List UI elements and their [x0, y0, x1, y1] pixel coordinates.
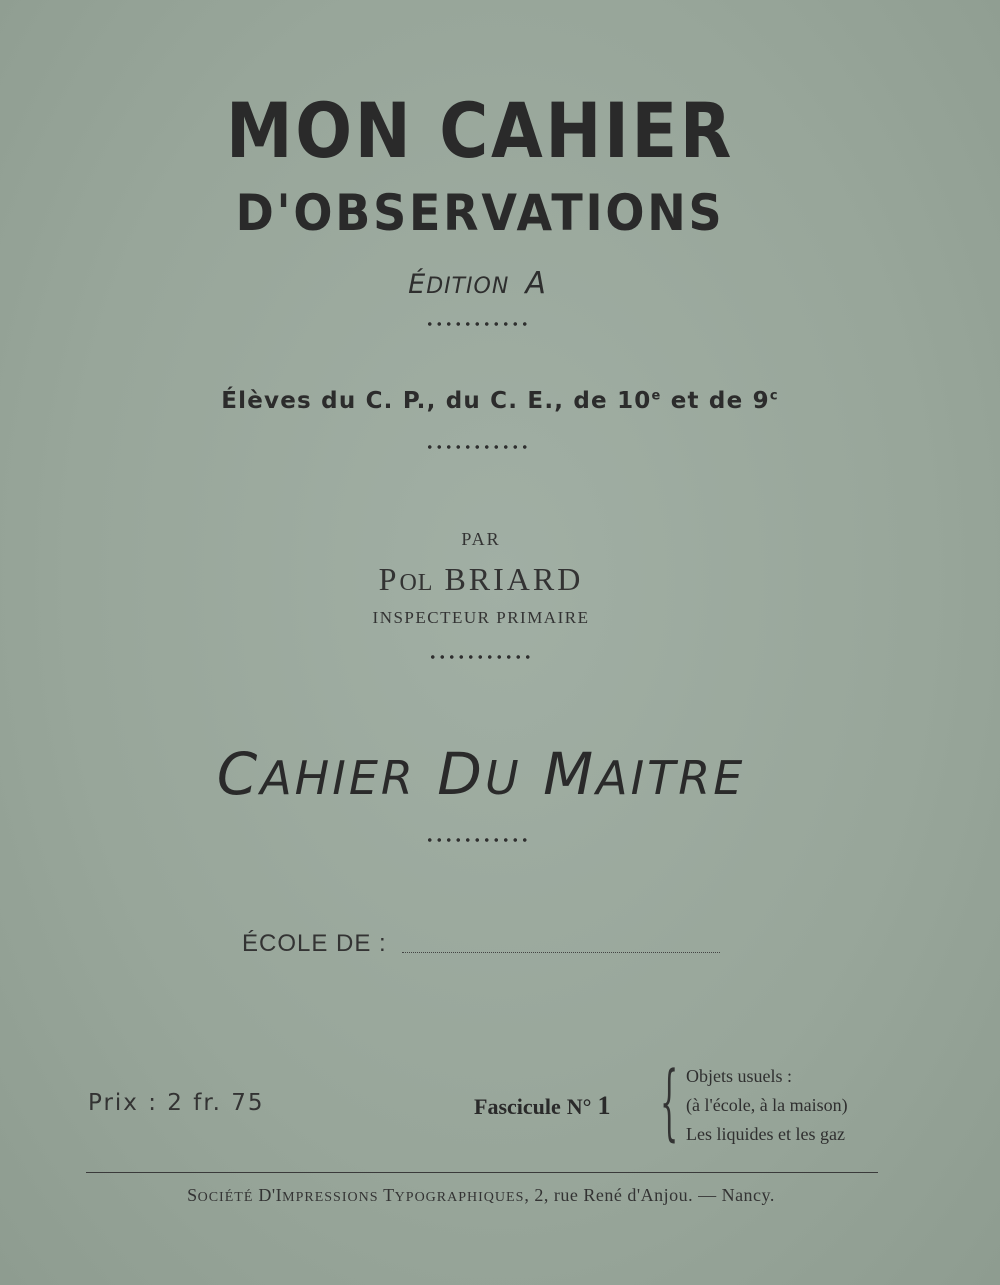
fascicule-word: Fascicule	[474, 1094, 561, 1119]
dot-separator-1	[425, 321, 530, 327]
eleves-line	[0, 388, 1000, 414]
author-title: INSPECTEUR PRIMAIRE	[372, 608, 590, 627]
footer-d: D'I	[253, 1185, 283, 1205]
cahier-du-maitre-heading	[0, 740, 962, 808]
footer-ociete: OCIÉTÉ	[197, 1190, 254, 1205]
footer-s: S	[187, 1185, 198, 1205]
author-last-name: BRIARD	[444, 561, 584, 597]
fascicule-label	[474, 1091, 610, 1121]
eleves-text-b: et de 9	[661, 388, 770, 414]
footer-address: , 2, rue René d'Anjou. — Nancy.	[524, 1185, 775, 1205]
par-label: PAR	[461, 529, 501, 549]
edition-label	[0, 266, 955, 301]
fascicule-number: 1	[597, 1091, 611, 1120]
footer-ypographiques: YPOGRAPHIQUES	[394, 1190, 525, 1205]
edition-letter: A	[525, 266, 547, 301]
title-line-2: D'OBSERVATIONS	[235, 184, 725, 242]
dot-separator-4	[425, 837, 530, 843]
eleves-text-a: Élèves du C. P., du C. E., de 10	[221, 388, 652, 414]
maitre-rest: AITRE	[596, 751, 746, 805]
edition-initial: É	[408, 269, 427, 300]
footer-rule	[86, 1172, 878, 1173]
cahier-rest: AHIER	[260, 751, 416, 805]
eleves-sup-a: e	[651, 388, 662, 404]
dot-separator-2	[425, 444, 530, 450]
objets-line-1: Objets usuels :	[686, 1066, 792, 1086]
cahier-initial: C	[216, 740, 261, 808]
fascicule-no: N°	[566, 1094, 592, 1119]
publisher-footer	[0, 1185, 962, 1206]
author-name	[0, 561, 962, 598]
maitre-initial: M	[543, 740, 597, 808]
dot-separator-3	[428, 654, 533, 660]
author-first-initial: P	[378, 561, 400, 597]
title-line-1: MON CAHIER	[226, 86, 734, 175]
ecole-fill-line[interactable]	[402, 952, 720, 953]
ecole-label: ÉCOLE DE :	[242, 930, 387, 957]
du-initial: D	[437, 740, 485, 808]
footer-t: T	[378, 1185, 395, 1205]
objets-line-3: Les liquides et les gaz	[686, 1124, 845, 1144]
price: Prix : 2 fr. 75	[88, 1090, 265, 1116]
edition-rest: DITION	[426, 274, 510, 299]
objets-line-2: (à l'école, à la maison)	[686, 1095, 848, 1115]
du-rest: U	[484, 751, 522, 805]
footer-mpressions: MPRESSIONS	[282, 1190, 379, 1205]
curly-brace: {	[660, 1055, 679, 1150]
eleves-sup-b: c	[769, 388, 779, 404]
author-first-rest: OL	[399, 570, 434, 596]
